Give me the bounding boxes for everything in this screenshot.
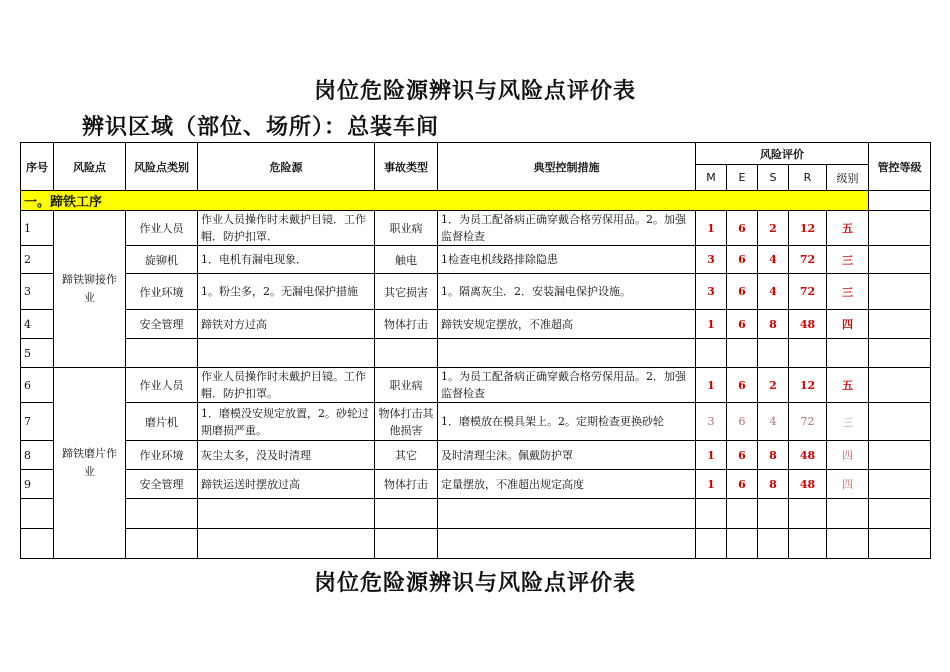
cell-hazard: 蹄铁对方过高	[198, 310, 375, 339]
header-accident: 事故类型	[375, 143, 438, 191]
cell-accident: 物体打击	[375, 310, 438, 339]
cell-category: 安全管理	[126, 470, 198, 499]
cell-control	[869, 403, 931, 441]
cell-hazard: 1。粉尘多，2。无漏电保护措施	[198, 274, 375, 310]
cell-category: 作业环境	[126, 274, 198, 310]
cell-r: 72	[789, 274, 827, 310]
cell-s: 2	[758, 368, 789, 403]
header-category: 风险点类别	[126, 143, 198, 191]
table-row	[21, 211, 931, 246]
cell-hazard: 1．磨模没安规定放置，2。砂轮过期磨损严重。	[198, 403, 375, 441]
cell-accident: 其它	[375, 441, 438, 470]
cell-s: 4	[758, 246, 789, 274]
cell-accident: 物体打击其他损害	[375, 403, 438, 441]
table-row	[21, 441, 931, 470]
cell-measures: 1．为员工配备病正确穿戴合格劳保用品。2。加强监督检查	[438, 211, 696, 246]
cell-r: 12	[789, 211, 827, 246]
cell-accident: 其它损害	[375, 274, 438, 310]
cell-s: 2	[758, 211, 789, 246]
cell-hazard: 1．电机有漏电现象．	[198, 246, 375, 274]
cell-seq: 2	[21, 246, 54, 274]
header-s: S	[758, 165, 789, 191]
cell-seq: 7	[21, 403, 54, 441]
header-hazard: 危险源	[198, 143, 375, 191]
cell-accident: 职业病	[375, 211, 438, 246]
cell-s: 8	[758, 470, 789, 499]
cell-hazard: 作业人员操作时未戴护目镜。工作帽．防护扣罩。	[198, 368, 375, 403]
section-title: 一。蹄铁工序	[21, 191, 869, 211]
cell-r: 48	[789, 441, 827, 470]
cell-level: 五	[827, 368, 869, 403]
cell-e: 6	[727, 368, 758, 403]
cell-hazard: 作业人员操作时未戴护目镜．工作帽．防护扣罩．	[198, 211, 375, 246]
header-seq: 序号	[21, 143, 54, 191]
cell-r: 12	[789, 368, 827, 403]
cell-r: 72	[789, 403, 827, 441]
cell-category: 作业环境	[126, 441, 198, 470]
header-row	[21, 143, 931, 165]
cell-seq: 3	[21, 274, 54, 310]
risk-table	[20, 142, 931, 559]
header-m: M	[696, 165, 727, 191]
cell-control	[869, 274, 931, 310]
cell-m: 3	[696, 246, 727, 274]
table-row	[21, 529, 931, 559]
cell-hazard: 灰尘太多，没及时清理	[198, 441, 375, 470]
cell-r: 48	[789, 470, 827, 499]
cell-level: 四	[827, 310, 869, 339]
cell-category: 磨片机	[126, 403, 198, 441]
cell-seq: 9	[21, 470, 54, 499]
cell-level: 四	[827, 441, 869, 470]
cell-measures: 1检查电机线路排除隐患	[438, 246, 696, 274]
header-measures: 典型控制措施	[438, 143, 696, 191]
cell-measures: 1．磨模放在模具架上。2。定期检查更换砂轮	[438, 403, 696, 441]
cell-control	[869, 441, 931, 470]
cell-e: 6	[727, 246, 758, 274]
header-level: 级别	[827, 165, 869, 191]
table-row	[21, 403, 931, 441]
cell-e: 6	[727, 274, 758, 310]
cell-m: 3	[696, 274, 727, 310]
cell-m: 1	[696, 211, 727, 246]
cell-risk-point-group-2: 蹄铁磨片作业	[54, 368, 126, 559]
cell-seq: 6	[21, 368, 54, 403]
table-row	[21, 339, 931, 368]
cell-e: 6	[727, 470, 758, 499]
cell-level: 四	[827, 470, 869, 499]
cell-hazard: 蹄铁运送时摆放过高	[198, 470, 375, 499]
cell-s: 8	[758, 310, 789, 339]
cell-measures: 1。为员工配备病正确穿戴合格劳保用品。2．加强监督检查	[438, 368, 696, 403]
cell-accident: 触电	[375, 246, 438, 274]
cell-control	[869, 310, 931, 339]
cell-s: 4	[758, 274, 789, 310]
table-row	[21, 310, 931, 339]
cell-e: 6	[727, 403, 758, 441]
cell-m: 1	[696, 368, 727, 403]
cell-r: 48	[789, 310, 827, 339]
cell-e: 6	[727, 211, 758, 246]
header-eval: 风险评价	[696, 143, 869, 165]
table-row	[21, 246, 931, 274]
cell-e: 6	[727, 310, 758, 339]
cell-category: 作业人员	[126, 211, 198, 246]
cell-category: 旋铆机	[126, 246, 198, 274]
cell-seq: 8	[21, 441, 54, 470]
section-row	[21, 191, 931, 211]
cell-accident: 职业病	[375, 368, 438, 403]
cell-r: 72	[789, 246, 827, 274]
cell-m: 1	[696, 441, 727, 470]
header-e: E	[727, 165, 758, 191]
header-r: R	[789, 165, 827, 191]
cell-accident: 物体打击	[375, 470, 438, 499]
cell-s: 4	[758, 403, 789, 441]
table-row	[21, 470, 931, 499]
cell-level: 五	[827, 211, 869, 246]
cell-category: 作业人员	[126, 368, 198, 403]
cell-m: 1	[696, 470, 727, 499]
cell-e: 6	[727, 441, 758, 470]
cell-control	[869, 368, 931, 403]
area-label: 辨识区域（部位、场所）：总装车间	[82, 115, 440, 140]
cell-m: 3	[696, 403, 727, 441]
cell-measures: 1。隔离灰尘．2．安装漏电保护设施。	[438, 274, 696, 310]
cell-measures: 定量摆放，不准超出规定高度	[438, 470, 696, 499]
cell-risk-point-group-1: 蹄铁铆接作业	[54, 211, 126, 368]
table-row	[21, 274, 931, 310]
cell-seq: 4	[21, 310, 54, 339]
cell-s: 8	[758, 441, 789, 470]
cell-level: 三	[827, 246, 869, 274]
cell-m: 1	[696, 310, 727, 339]
cell-measures: 及时清理尘沫。佩戴防护罩	[438, 441, 696, 470]
table-row	[21, 368, 931, 403]
cell-control	[869, 211, 931, 246]
header-control: 管控等级	[869, 143, 931, 191]
table-row	[21, 499, 931, 529]
cell-control	[869, 470, 931, 499]
cell-category: 安全管理	[126, 310, 198, 339]
page-title: 岗位危险源辨识与风险点评价表	[313, 79, 636, 104]
header-risk-point: 风险点	[54, 143, 126, 191]
cell-control	[869, 246, 931, 274]
cell-seq: 1	[21, 211, 54, 246]
cell-seq: 5	[21, 339, 54, 368]
page-title-repeat: 岗位危险源辨识与风险点评价表	[313, 571, 636, 596]
cell-measures: 蹄铁安规定摆放，不准超高	[438, 310, 696, 339]
cell-level: 三	[827, 274, 869, 310]
cell-level: 三	[827, 403, 869, 441]
